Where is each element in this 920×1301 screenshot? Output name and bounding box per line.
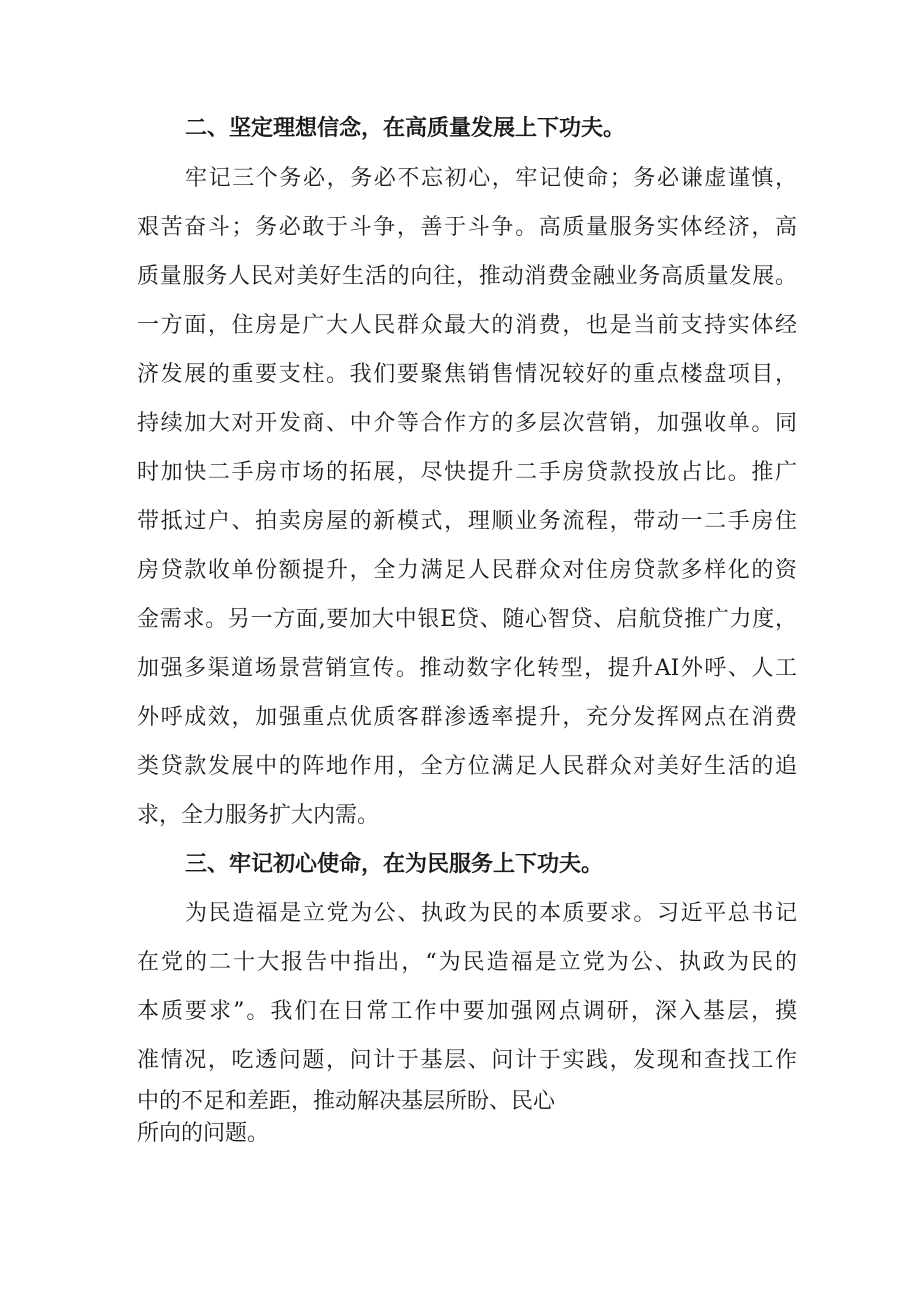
paragraph-line: 金需求。另一方面,要加大中银E贷、随心智贷、启航贷推广力度， xyxy=(137,607,797,632)
paragraph-line: 中的不足和差距，推动解决基层所盼、民心 xyxy=(137,1089,556,1114)
paragraph-line: 求，全力服务扩大内需。 xyxy=(137,803,380,828)
paragraph-line: 为民造福是立党为公、执政为民的本质要求。习近平总书记 xyxy=(185,901,797,926)
paragraph-line: 加强多渠道场景营销宣传。推动数字化转型，提升AI外呼、人工 xyxy=(137,656,797,681)
paragraph-line: 持续加大对开发商、中介等合作方的多层次营销，加强收单。同 xyxy=(137,411,797,436)
paragraph-line: 准情况，吃透问题，问计于基层、问计于实践，发现和查找工作 xyxy=(137,1048,797,1073)
paragraph-line: 带抵过户、拍卖房屋的新模式，理顺业务流程，带动一二手房住 xyxy=(137,509,797,534)
section-2-heading: 二、坚定理想信念，在高质量发展上下功夫。 xyxy=(185,116,626,141)
paragraph-line: 质量服务人民对美好生活的向往，推动消费金融业务高质量发展。 xyxy=(137,264,797,289)
paragraph-line: 一方面，住房是广大人民群众最大的消费，也是当前支持实体经 xyxy=(137,313,797,338)
paragraph-line: 时加快二手房市场的拓展，尽快提升二手房贷款投放占比。推广 xyxy=(137,460,797,485)
section-3-heading: 三、牢记初心使命，在为民服务上下功夫。 xyxy=(185,852,604,877)
paragraph-line: 所向的问题。 xyxy=(137,1121,270,1146)
paragraph-line: 外呼成效，加强重点优质客群渗透率提升，充分发挥网点在消费 xyxy=(137,705,797,730)
paragraph-line: 类贷款发展中的阵地作用，全方位满足人民群众对美好生活的追 xyxy=(137,754,797,779)
paragraph-line: 牢记三个务必，务必不忘初心，牢记使命；务必谦虚谨慎， xyxy=(185,166,797,191)
paragraph-line: 艰苦奋斗；务必敢于斗争，善于斗争。高质量服务实体经济，高 xyxy=(137,215,797,240)
paragraph-line: 本质要求”。我们在日常工作中要加强网点调研，深入基层，摸 xyxy=(137,999,797,1024)
paragraph-line: 济发展的重要支柱。我们要聚焦销售情况较好的重点楼盘项目， xyxy=(137,362,797,387)
paragraph-line: 在党的二十大报告中指出，“为民造福是立党为公、执政为民的 xyxy=(137,950,797,975)
paragraph-line: 房贷款收单份额提升，全力满足人民群众对住房贷款多样化的资 xyxy=(137,558,797,583)
